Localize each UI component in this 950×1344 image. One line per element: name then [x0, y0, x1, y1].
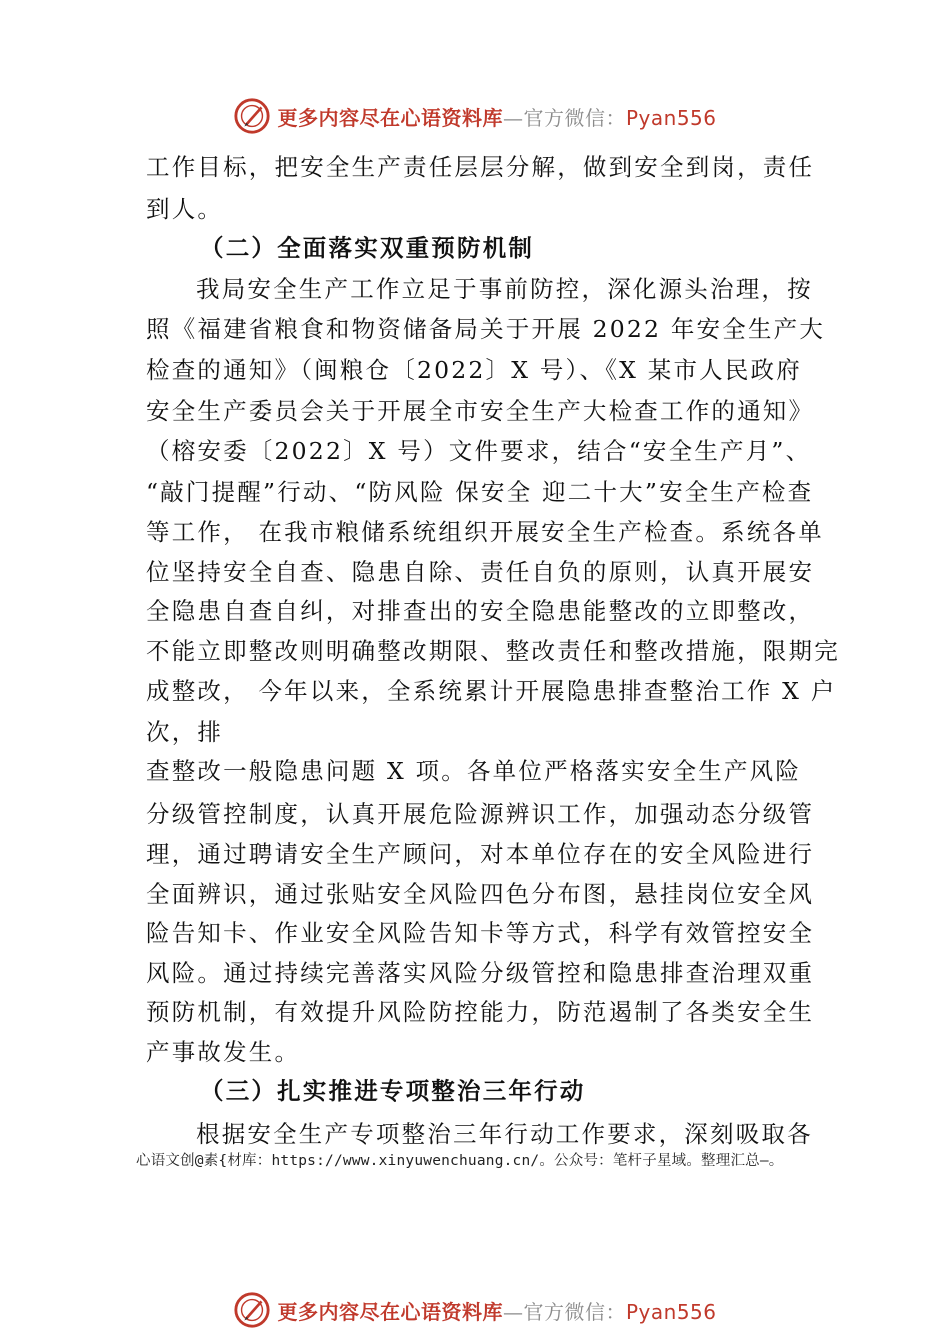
banner-text [277, 102, 716, 131]
body-line: 位坚持安全自查、隐患自除、责任自负的原则，认真开展安 [146, 558, 815, 586]
banner-red-text: 更多内容尽在心语资料库 [277, 105, 503, 130]
body-line: 照《福建省粮食和物资储备局关于开展 2022 年安全生产大 [146, 315, 826, 343]
body-line: 我局安全生产工作立足于事前防控，深化源头治理，按 [196, 275, 813, 303]
body-line: 查整改一般隐患问题 X 项。各单位严格落实安全生产风险 [146, 757, 802, 785]
footer-banner [0, 1290, 950, 1330]
banner-red-text: 更多内容尽在心语资料库 [277, 1299, 503, 1324]
body-line: 安全生产委员会关于开展全市安全生产大检查工作的通知》 [146, 397, 815, 425]
body-line: 等工作， 在我市粮储系统组织开展安全生产检查。系统各单 [146, 518, 824, 546]
footer-note: 心语文创@素{材库：https://www.xinyuwenchuang.cn/。公众号：笔杆子星域。整理汇总—。 [136, 1153, 784, 1169]
body-line: 产事故发生。 [146, 1038, 301, 1066]
brand-logo-icon [233, 97, 271, 135]
body-line: 预防机制，有效提升风险防控能力，防范遏制了各类安全生 [146, 998, 815, 1026]
body-line: 工作目标，把安全生产责任层层分解，做到安全到岗，责任 [146, 153, 815, 181]
brand-logo-icon [233, 1291, 271, 1329]
body-line: 风险。通过持续完善落实风险分级管控和隐患排查治理双重 [146, 959, 815, 987]
body-line: 检查的通知》（闽粮仓〔2022〕X 号）、《X 某市人民政府 [146, 356, 802, 384]
banner-text [277, 1296, 716, 1325]
banner-dash: — [502, 105, 524, 130]
section-heading-2: （二）全面落实双重预防机制 [200, 234, 535, 262]
header-banner [0, 96, 950, 136]
banner-gray-text: 官方微信： [523, 1299, 626, 1324]
body-line: 次，排 [146, 718, 224, 746]
body-line: 全面辨识，通过张贴安全风险四色分布图，悬挂岗位安全风 [146, 880, 815, 908]
body-line: 全隐患自查自纠，对排查出的安全隐患能整改的立即整改， [146, 597, 815, 625]
banner-dash: — [502, 1299, 524, 1324]
banner-wechat-id: Pyan556 [625, 1299, 717, 1324]
body-line: 险告知卡、作业安全风险告知卡等方式，科学有效管控安全 [146, 919, 815, 947]
body-line: 到人。 [146, 195, 224, 223]
section-heading-3: （三）扎实推进专项整治三年行动 [200, 1077, 586, 1105]
body-line: 成整改， 今年以来，全系统累计开展隐患排查整治工作 X 户 [146, 677, 837, 705]
body-line: （榕安委〔2022〕X 号）文件要求，结合“安全生产月”、 [146, 437, 812, 465]
body-line: “敲门提醒”行动、“防风险 保安全 迎二十大”安全生产检查 [146, 478, 814, 506]
body-line: 不能立即整改则明确整改期限、整改责任和整改措施，限期完 [146, 637, 840, 665]
body-line: 根据安全生产专项整治三年行动工作要求，深刻吸取各 [196, 1120, 813, 1148]
body-line: 理，通过聘请安全生产顾问，对本单位存在的安全风险进行 [146, 840, 815, 868]
banner-wechat-id: Pyan556 [625, 105, 717, 130]
banner-gray-text: 官方微信： [523, 105, 626, 130]
body-line: 分级管控制度，认真开展危险源辨识工作，加强动态分级管 [146, 800, 815, 828]
